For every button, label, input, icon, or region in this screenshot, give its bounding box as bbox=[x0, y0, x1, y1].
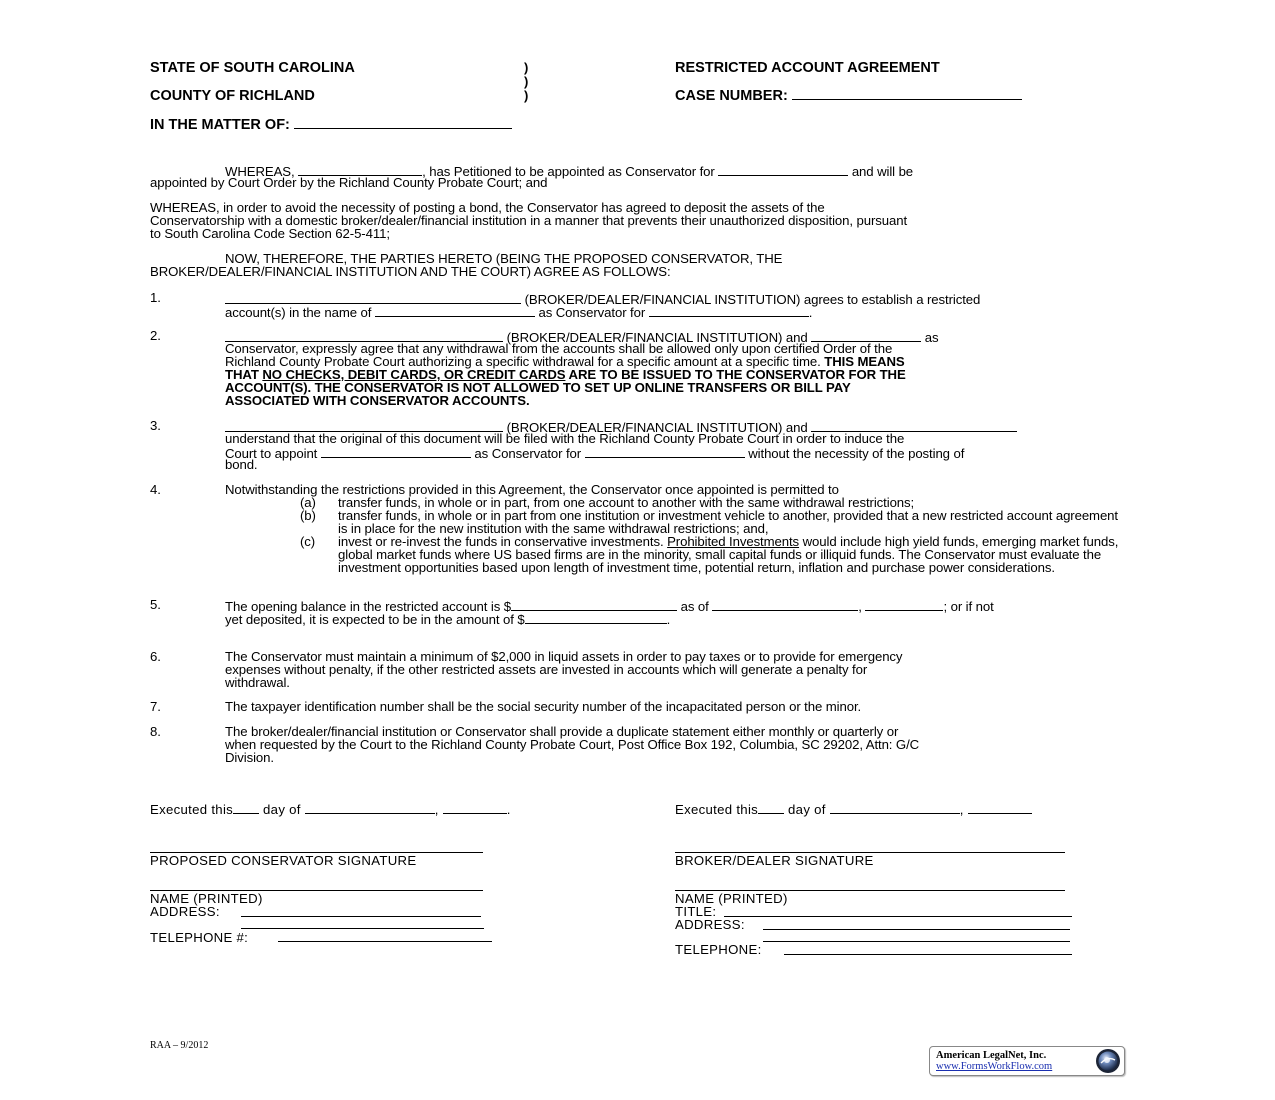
county-heading: COUNTY OF RICHLAND bbox=[150, 88, 315, 104]
clause-7-line1: The taxpayer identification number shall be the social security number of the incapacitated person or the minor. bbox=[225, 699, 862, 714]
clause-3-number: 3. bbox=[150, 418, 161, 433]
conservator-telephone-line[interactable] bbox=[278, 941, 492, 942]
broker-address-line1[interactable] bbox=[763, 929, 1070, 930]
right-year-field[interactable] bbox=[968, 802, 1032, 814]
item-text: transfer funds, in whole or in part, from one account to another with the same withdrawal restrictions; bbox=[338, 495, 915, 510]
right-month-field[interactable] bbox=[830, 802, 960, 814]
clause-5-text: yet deposited, it is expected to be in the amount of $ bbox=[225, 612, 525, 627]
clause-3-line3 bbox=[225, 446, 964, 461]
day-of-label: day of bbox=[263, 802, 301, 817]
clause-2-line6: ASSOCIATED WITH CONSERVATOR ACCOUNTS. bbox=[225, 393, 530, 408]
whereas2-line3: to South Carolina Code Section 62-5-411; bbox=[150, 226, 390, 241]
clause-3-text: Court to appoint bbox=[225, 446, 318, 461]
conservator-name-label: NAME (PRINTED) bbox=[150, 891, 263, 906]
broker-title-line[interactable] bbox=[724, 916, 1072, 917]
clause-8-number: 8. bbox=[150, 724, 161, 739]
item-text-part: would include high yield funds, emerging market funds, global market funds where US based firms are in the minority, small capital funds or illiquid funds. The Conservator must evaluate the investment opportunities based upon length of investment time, potential return, inflation and purchase power considerations. bbox=[338, 534, 1119, 575]
right-day-field[interactable] bbox=[758, 802, 784, 814]
period: . bbox=[808, 305, 813, 320]
case-number-label: CASE NUMBER: bbox=[675, 88, 788, 104]
broker-telephone-label: TELEPHONE: bbox=[675, 942, 762, 957]
broker-address-label: ADDRESS: bbox=[675, 917, 745, 932]
clause-3-line2: understand that the original of this document will be filed with the Richland County Probate Court in order to induce the bbox=[225, 431, 905, 446]
expected-amount-field[interactable] bbox=[525, 612, 667, 624]
left-executed-row bbox=[150, 802, 511, 817]
comma: , bbox=[858, 599, 862, 614]
broker-signature-label: BROKER/DEALER SIGNATURE bbox=[675, 853, 874, 868]
clause-2-bold-text: ARE TO BE ISSUED TO THE CONSERVATOR FOR THE bbox=[568, 367, 906, 382]
now-therefore-line2: BROKER/DEALER/FINANCIAL INSTITUTION AND THE COURT) AGREE AS FOLLOWS: bbox=[150, 264, 671, 279]
publisher-logo-box bbox=[929, 1046, 1125, 1076]
ward-name-field[interactable] bbox=[649, 305, 809, 317]
comma: , bbox=[434, 802, 439, 817]
conservator-name-field[interactable] bbox=[321, 446, 471, 458]
document-title: RESTRICTED ACCOUNT AGREEMENT bbox=[675, 60, 940, 76]
matter-label: IN THE MATTER OF: bbox=[150, 117, 290, 133]
whereas1-text: and will be bbox=[851, 164, 914, 179]
day-of-label: day of bbox=[788, 802, 826, 817]
clause-6-line3: withdrawal. bbox=[225, 675, 290, 690]
conservator-name-field[interactable] bbox=[375, 305, 535, 317]
broker-title-label: TITLE: bbox=[675, 904, 717, 919]
whereas2-line2: Conservatorship with a domestic broker/dealer/financial institution in a manner that prevents their unauthorized disposition, pursuant bbox=[150, 213, 908, 228]
left-day-field[interactable] bbox=[233, 802, 259, 814]
ward-name-field[interactable] bbox=[585, 446, 745, 458]
left-month-field[interactable] bbox=[305, 802, 435, 814]
clause-2-text: Richland County Probate Court authorizing a specific withdrawal for a specific amount at a specific time. bbox=[225, 354, 821, 369]
clause-2-bold-text: THAT bbox=[225, 367, 259, 382]
clause-2-underlined-text: NO CHECKS, DEBIT CARDS, OR CREDIT CARDS bbox=[262, 367, 566, 382]
whereas-label: WHEREAS, bbox=[225, 164, 295, 179]
clause-3-text: (BROKER/DEALER/FINANCIAL INSTITUTION) and bbox=[506, 420, 808, 435]
caption-paren: ) bbox=[524, 60, 529, 75]
publisher-name: American LegalNet, Inc. bbox=[936, 1050, 1047, 1061]
clause-6-number: 6. bbox=[150, 649, 161, 664]
case-number-field[interactable] bbox=[792, 88, 1022, 100]
comma: , bbox=[959, 802, 964, 817]
item-text: transfer funds, in whole or in part from one institution or investment vehicle to another, provided that a new restricted account agreement is in place for the new institution with the same withdrawal restrictions; and, bbox=[338, 508, 1118, 536]
broker-telephone-line[interactable] bbox=[784, 954, 1072, 955]
item-text bbox=[338, 536, 1128, 574]
opening-balance-field[interactable] bbox=[511, 599, 677, 611]
period: . bbox=[666, 612, 671, 627]
matter-field[interactable] bbox=[294, 117, 512, 129]
item-label: (a) bbox=[300, 495, 316, 510]
clause-2-bold-text: THIS MEANS bbox=[824, 354, 905, 369]
clause-8-line1: The broker/dealer/financial institution or Conservator shall provide a duplicate statement either monthly or quarterly or bbox=[225, 724, 899, 739]
clause-3-text: without the necessity of the posting of bbox=[748, 446, 965, 461]
executed-label: Executed this bbox=[150, 802, 234, 817]
item-text-part: invest or re-invest the funds in conservative investments. bbox=[338, 534, 664, 549]
clause-1-line2 bbox=[225, 305, 812, 320]
caption-paren: ) bbox=[524, 74, 529, 89]
clause-1-text: account(s) in the name of bbox=[225, 305, 372, 320]
as-of-year-field[interactable] bbox=[865, 599, 943, 611]
item-label: (c) bbox=[300, 534, 316, 549]
clause-5-line2 bbox=[225, 612, 670, 627]
ward-field[interactable] bbox=[718, 164, 848, 176]
item-label: (b) bbox=[300, 508, 316, 523]
right-executed-row bbox=[675, 802, 1032, 817]
now-therefore-line1: NOW, THEREFORE, THE PARTIES HERETO (BEING THE PROPOSED CONSERVATOR, THE bbox=[225, 251, 783, 266]
clause-2-line5: ACCOUNT(S). THE CONSERVATOR IS NOT ALLOWED TO SET UP ONLINE TRANSFERS OR BILL PAY bbox=[225, 380, 851, 395]
clause-5-text: ; or if not bbox=[943, 599, 994, 614]
caption-paren: ) bbox=[524, 88, 529, 103]
state-heading: STATE OF SOUTH CAROLINA bbox=[150, 60, 355, 76]
conservator-address-label: ADDRESS: bbox=[150, 904, 220, 919]
clause-3-text: as Conservator for bbox=[474, 446, 582, 461]
clause-8-line3: Division. bbox=[225, 750, 274, 765]
clause-1-text: as Conservator for bbox=[538, 305, 646, 320]
whereas1-line2: appointed by Court Order by the Richland County Probate Court; and bbox=[150, 175, 548, 190]
period: . bbox=[506, 802, 511, 817]
institution-field[interactable] bbox=[225, 292, 521, 304]
clause-5-number: 5. bbox=[150, 597, 161, 612]
clause-2-line2: Conservator, expressly agree that any withdrawal from the accounts shall be allowed only upon certified Order of the bbox=[225, 341, 893, 356]
clause-2-text: as bbox=[924, 330, 939, 345]
left-year-field[interactable] bbox=[443, 802, 507, 814]
clause-6-line1: The Conservator must maintain a minimum of $2,000 in liquid assets in order to pay taxes or to provide for emergency bbox=[225, 649, 903, 664]
clause-2-number: 2. bbox=[150, 328, 161, 343]
clause-4-intro: Notwithstanding the restrictions provided in this Agreement, the Conservator once appointed is permitted to bbox=[225, 482, 839, 497]
clause-7-number: 7. bbox=[150, 699, 161, 714]
as-of-date-field[interactable] bbox=[712, 599, 858, 611]
conservator-telephone-label: TELEPHONE #: bbox=[150, 930, 249, 945]
clause-1-text: (BROKER/DEALER/FINANCIAL INSTITUTION) agrees to establish a restricted bbox=[524, 292, 981, 307]
publisher-website-link[interactable]: www.FormsWorkFlow.com bbox=[936, 1061, 1053, 1072]
clause-6-line2: expenses without penalty, if the other restricted assets are invested in accounts which will generate a penalty for bbox=[225, 662, 868, 677]
clause-5-text: The opening balance in the restricted account is $ bbox=[225, 599, 512, 614]
prohibited-investments-term: Prohibited Investments bbox=[667, 534, 800, 549]
globe-logo-icon bbox=[1095, 1048, 1121, 1074]
conservator-signature-label: PROPOSED CONSERVATOR SIGNATURE bbox=[150, 853, 417, 868]
clause-1-number: 1. bbox=[150, 290, 161, 305]
broker-name-label: NAME (PRINTED) bbox=[675, 891, 788, 906]
matter-row bbox=[150, 117, 512, 133]
clause-5-text: as of bbox=[680, 599, 709, 614]
clause-2-text: (BROKER/DEALER/FINANCIAL INSTITUTION) and bbox=[506, 330, 808, 345]
whereas1-text: , has Petitioned to be appointed as Conservator for bbox=[422, 164, 715, 179]
executed-label: Executed this bbox=[675, 802, 759, 817]
whereas2-line1: WHEREAS, in order to avoid the necessity of posting a bond, the Conservator has agreed to deposit the assets of the bbox=[150, 200, 825, 215]
conservator-address-line1[interactable] bbox=[241, 916, 481, 917]
conservator-address-line2[interactable] bbox=[241, 928, 484, 929]
clause-4-number: 4. bbox=[150, 482, 161, 497]
clause-3-line4: bond. bbox=[225, 457, 258, 472]
case-number-row bbox=[675, 88, 1022, 104]
broker-address-line2[interactable] bbox=[763, 941, 1070, 942]
clause-8-line2: when requested by the Court to the Richland County Probate Court, Post Office Box 192, Columbia, SC 29202, Attn: G/C bbox=[225, 737, 920, 752]
form-code: RAA – 9/2012 bbox=[150, 1040, 209, 1051]
